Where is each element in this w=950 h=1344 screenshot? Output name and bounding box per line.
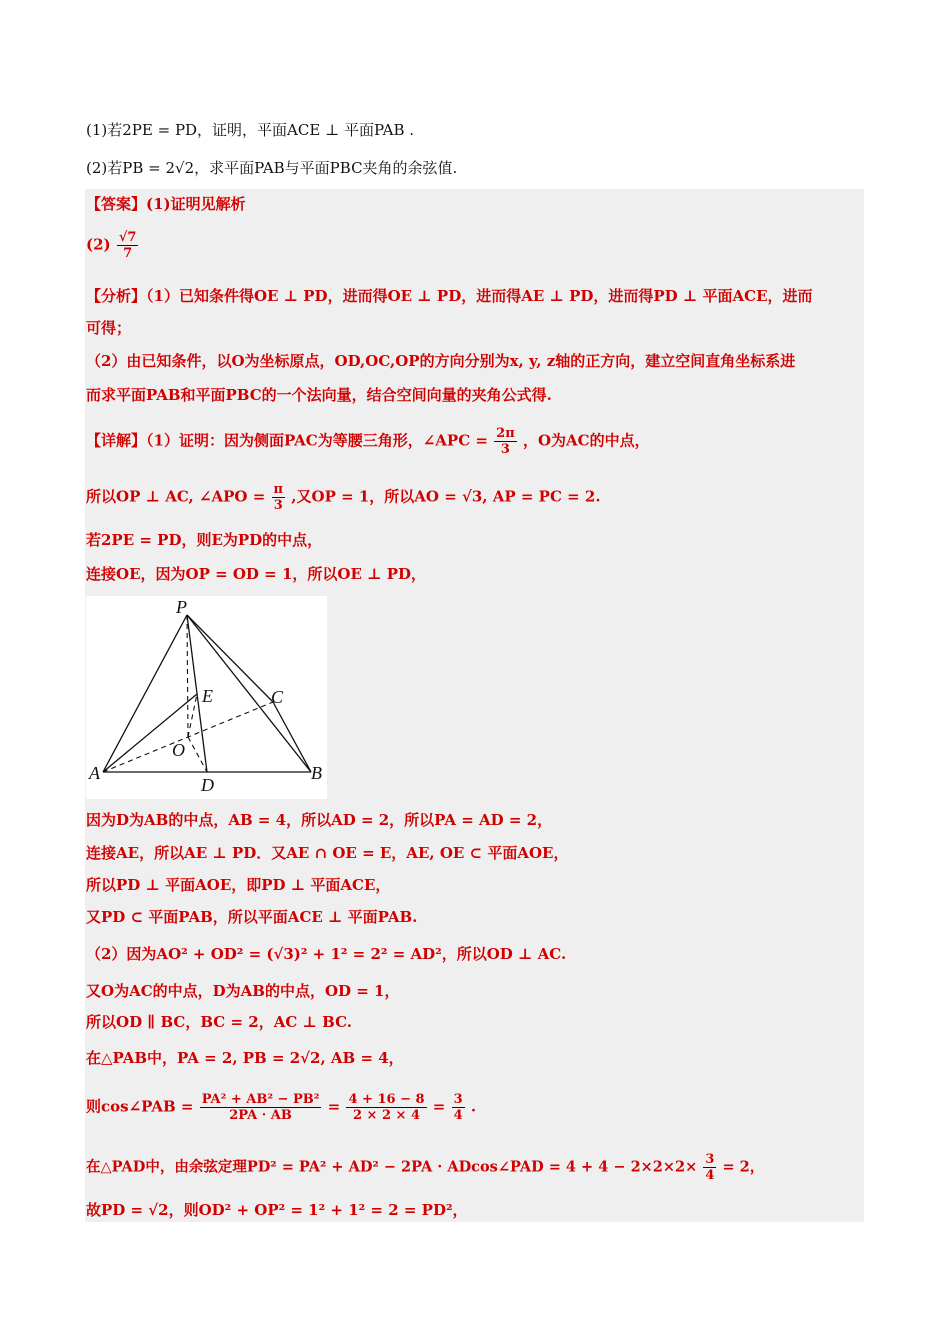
detail-line-3: 若2PE = PD，则E为PD的中点， bbox=[86, 531, 323, 549]
question-2: (2)若PB = 2√2，求平面PAB与平面PBC夹角的余弦值. bbox=[86, 159, 458, 177]
cos-formula-num: PA² + AB² − PB² bbox=[201, 1092, 320, 1107]
label-o: O bbox=[172, 740, 185, 760]
angle-apc-fraction bbox=[494, 426, 517, 457]
segment-ae bbox=[103, 694, 197, 772]
angle-apo-fraction bbox=[272, 482, 286, 513]
detail-line-12: 在△PAB中，PA = 2, PB = 2√2, AB = 4， bbox=[86, 1049, 404, 1067]
cos-value-den: 2 × 2 × 4 bbox=[352, 1108, 421, 1123]
detail-line-1-a: 【详解】（1）证明：因为侧面PAC为等腰三角形，∠APC = bbox=[86, 431, 488, 450]
answer-part2 bbox=[86, 230, 139, 261]
cos-result-fraction bbox=[452, 1092, 465, 1123]
angle-apc-num: 2π bbox=[496, 426, 515, 441]
equals-sign-2: = bbox=[432, 1097, 446, 1116]
label-a: A bbox=[89, 763, 100, 783]
detail-line-5: 因为D为AB的中点，AB = 4，所以AD = 2，所以PA = AD = 2， bbox=[86, 811, 553, 829]
pyramid-figure bbox=[86, 596, 327, 799]
edge-pc bbox=[187, 615, 273, 702]
answer-part2-num: √7 bbox=[118, 230, 137, 245]
angle-apc-den: 3 bbox=[500, 442, 510, 457]
cos-result-num: 3 bbox=[453, 1092, 463, 1107]
detail-line-7: 所以PD ⊥ 平面AOE，即PD ⊥ 平面ACE， bbox=[86, 876, 391, 894]
angle-apo-num: π bbox=[273, 482, 284, 497]
detail-line-2-a: 所以OP ⊥ AC, ∠APO = bbox=[86, 487, 266, 506]
detail-line-14 bbox=[86, 1152, 764, 1183]
cos-pab-label: 则cos∠PAB = bbox=[86, 1097, 194, 1116]
detail-line-9: （2）因为AO² + OD² = (√3)² + 1² = 2² = AD²，所以OD ⊥ AC. bbox=[86, 945, 567, 963]
detail-line-1-b: ，O为AC的中点， bbox=[522, 431, 650, 450]
label-e: E bbox=[202, 686, 213, 706]
analysis-line-3: （2）由已知条件，以O为坐标原点，OD,OC,OP的方向分别为x, y, z轴的正方向，建立空间直角坐标系进 bbox=[86, 352, 796, 370]
detail-line-6: 连接AE，所以AE ⊥ PD．又AE ∩ OE = E，AE, OE ⊂ 平面AOE， bbox=[86, 844, 569, 862]
law-of-cosines-text: 在△PAD中，由余弦定理PD² = PA² + AD² − 2PA · ADcos∠PAD = 4 + 4 − 2×2×2× bbox=[86, 1158, 698, 1176]
detail-line-15: 故PD = √2，则OD² + OP² = 1² + 1² = 2 = PD²， bbox=[86, 1201, 468, 1219]
answer-part2-fraction bbox=[117, 230, 139, 261]
three-quarters-fraction bbox=[703, 1152, 716, 1183]
label-p: P bbox=[176, 597, 187, 617]
cos-formula-fraction bbox=[200, 1092, 322, 1123]
cos-line-end: . bbox=[470, 1097, 477, 1116]
label-c: C bbox=[271, 687, 284, 707]
segment-po-hidden bbox=[187, 615, 188, 737]
analysis-line-1: 【分析】（1）已知条件得OE ⊥ PD，进而得OE ⊥ PD，进而得AE ⊥ PD，进而得PD ⊥ 平面ACE，进而 bbox=[86, 287, 813, 305]
cos-result-den: 4 bbox=[453, 1108, 463, 1123]
cos-formula-den: 2PA · AB bbox=[229, 1108, 292, 1123]
equals-sign-1: = bbox=[327, 1097, 341, 1116]
detail-line-10: 又O为AC的中点，D为AB的中点，OD = 1， bbox=[86, 982, 400, 1000]
detail-line-8: 又PD ⊂ 平面PAB，所以平面ACE ⊥ 平面PAB. bbox=[86, 908, 418, 926]
answer-heading: 【答案】(1)证明见解析 bbox=[86, 195, 246, 213]
analysis-line-4: 而求平面PAB和平面PBC的一个法向量，结合空间向量的夹角公式得. bbox=[86, 386, 552, 404]
label-d: D bbox=[201, 775, 214, 795]
law-of-cosines-result: = 2， bbox=[722, 1158, 765, 1176]
detail-line-4: 连接OE，因为OP = OD = 1，所以OE ⊥ PD， bbox=[86, 565, 427, 583]
three-quarters-num: 3 bbox=[705, 1152, 715, 1167]
answer-part2-label: (2) bbox=[86, 235, 111, 254]
detail-line-2 bbox=[86, 482, 601, 513]
edge-cb bbox=[273, 702, 311, 772]
label-b: B bbox=[311, 763, 322, 783]
question-1: (1)若2PE = PD，证明，平面ACE ⊥ 平面PAB . bbox=[86, 121, 415, 139]
cos-value-num: 4 + 16 − 8 bbox=[348, 1092, 425, 1107]
analysis-line-2: 可得； bbox=[86, 319, 132, 337]
detail-line-1 bbox=[86, 426, 650, 457]
pyramid-diagram bbox=[86, 596, 327, 799]
cos-value-fraction bbox=[346, 1092, 426, 1123]
answer-part2-den: 7 bbox=[123, 246, 133, 261]
detail-line-13 bbox=[86, 1092, 476, 1123]
detail-line-2-b: ,又OP = 1，所以AO = √3, AP = PC = 2. bbox=[291, 487, 601, 506]
three-quarters-den: 4 bbox=[705, 1168, 715, 1183]
detail-line-11: 所以OD ∥ BC，BC = 2，AC ⊥ BC. bbox=[86, 1013, 352, 1031]
angle-apo-den: 3 bbox=[273, 498, 283, 513]
